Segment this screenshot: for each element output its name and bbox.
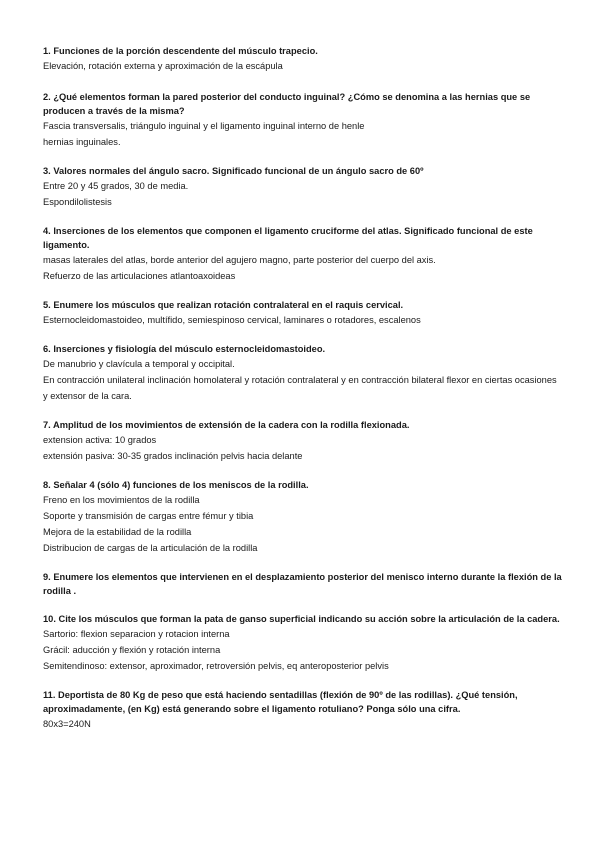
question-block-5	[43, 298, 563, 328]
answer-line: extensión pasiva: 30-35 grados inclinación pelvis hacia delante	[43, 451, 303, 461]
answer-line: Grácil: aducción y flexión y rotación interna	[43, 645, 221, 655]
answer-line: Mejora de la estabilidad de la rodilla	[43, 527, 192, 537]
answer-line: Sartorio: flexion separacion y rotacion interna	[43, 629, 230, 639]
question-block-4	[43, 224, 563, 284]
answer-line: Freno en los movimientos de la rodilla	[43, 495, 200, 505]
question-text: 1. Funciones de la porción descendente del músculo trapecio.	[43, 46, 318, 56]
answer-line: Semitendinoso: extensor, aproximador, retroversión pelvis, eq anteroposterior pelvis	[43, 661, 389, 671]
answer-line: Espondilolistesis	[43, 197, 112, 207]
question-block-9	[43, 570, 563, 598]
answer-line: De manubrio y clavícula a temporal y occipital.	[43, 359, 235, 369]
answer-line: extension activa: 10 grados	[43, 435, 157, 445]
question-block-2	[43, 90, 563, 150]
answer-line: Refuerzo de las articulaciones atlantoaxoideas	[43, 271, 236, 281]
answer-line: 80x3=240N	[43, 719, 91, 729]
answer-line: Entre 20 y 45 grados, 30 de media.	[43, 181, 189, 191]
question-text: 8. Señalar 4 (sólo 4) funciones de los meniscos de la rodilla.	[43, 480, 309, 490]
answer-line: hernias inguinales.	[43, 137, 121, 147]
question-text: 7. Amplitud de los movimientos de extensión de la cadera con la rodilla flexionada.	[43, 420, 410, 430]
answer-line: Distribucion de cargas de la articulación de la rodilla	[43, 543, 258, 553]
question-block-7	[43, 418, 563, 464]
question-text: 2. ¿Qué elementos forman la pared posterior del conducto inguinal? ¿Cómo se denomina a las hernias que se producen a través de la misma?	[43, 92, 531, 116]
question-block-10	[43, 612, 563, 674]
question-text: 4. Inserciones de los elementos que componen el ligamento cruciforme del atlas. Significado funcional de este ligamento.	[43, 226, 533, 250]
answer-line: Elevación, rotación externa y aproximación de la escápula	[43, 61, 283, 71]
question-text: 10. Cite los músculos que forman la pata de ganso superficial indicando su acción sobre la articulación de la cadera.	[43, 614, 560, 624]
question-block-6	[43, 342, 563, 404]
question-text: 9. Enumere los elementos que intervienen en el desplazamiento posterior del menisco interno durante la flexión de la rodilla .	[43, 572, 562, 596]
answer-line: En contracción unilateral inclinación homolateral y rotación contralateral y en contracción bilateral flexor en ciertas ocasiones y extensor de la cara.	[43, 375, 557, 401]
answer-line: masas laterales del atlas, borde anterior del agujero magno, parte posterior del cuerpo del axis.	[43, 255, 436, 265]
question-text: 11. Deportista de 80 Kg de peso que está haciendo sentadillas (flexión de 90º de las rodillas). ¿Qué tensión, aproximadamente, (en Kg) está generando sobre el ligamento rotuliano? Ponga sólo una cifra.	[43, 690, 518, 714]
question-text: 5. Enumere los músculos que realizan rotación contralateral en el raquis cervical.	[43, 300, 404, 310]
question-block-8	[43, 478, 563, 556]
exam-document	[43, 44, 563, 746]
answer-line: Fascia transversalis, triángulo inguinal y el ligamento inguinal interno de henle	[43, 121, 365, 131]
question-block-1	[43, 44, 563, 74]
question-block-11	[43, 688, 563, 732]
question-text: 3. Valores normales del ángulo sacro. Significado funcional de un ángulo sacro de 60º	[43, 166, 424, 176]
answer-line: Soporte y transmisión de cargas entre fémur y tibia	[43, 511, 254, 521]
question-block-3	[43, 164, 563, 210]
answer-line: Esternocleidomastoideo, multífido, semiespinoso cervical, laminares o rotadores, escalenos	[43, 315, 421, 325]
question-text: 6. Inserciones y fisiología del músculo esternocleidomastoideo.	[43, 344, 326, 354]
